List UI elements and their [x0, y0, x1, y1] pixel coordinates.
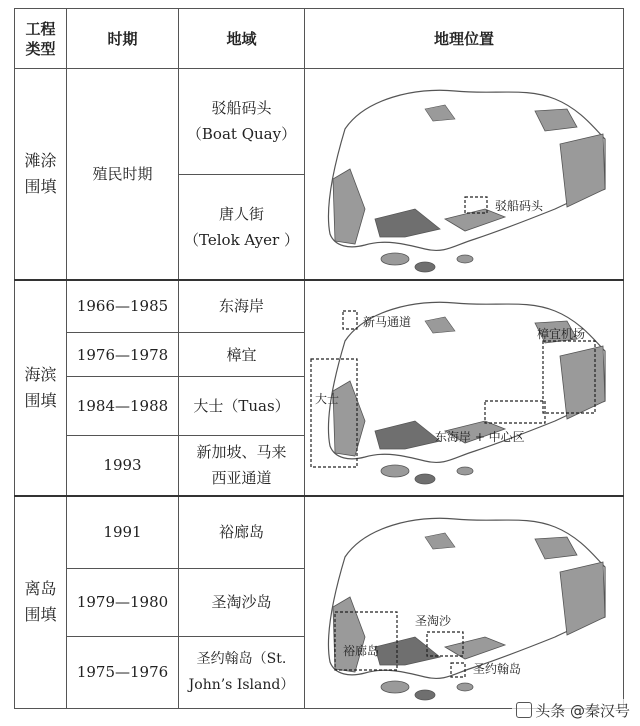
- reclamation-table: [14, 8, 624, 709]
- table-row: [15, 280, 624, 332]
- map2-islet: [457, 467, 473, 475]
- watermark: [512, 699, 634, 722]
- table-row: [15, 69, 624, 175]
- region-cell-east-coast: 东海岸: [179, 280, 305, 332]
- region-cell-jurong: 裕廊岛: [179, 496, 305, 568]
- map2-islet: [381, 465, 409, 477]
- map3-islet: [457, 683, 473, 691]
- region-cell-st-johns: 圣约翰岛（St. John’s Island）: [179, 636, 305, 708]
- map1-east-reclaimed: [560, 134, 605, 207]
- map-label-changi: 樟宜机场: [537, 327, 586, 341]
- camera-icon: [516, 702, 532, 718]
- map-label-tuas: 大士: [315, 392, 340, 406]
- map-label-st-johns: 圣约翰岛: [473, 662, 522, 677]
- period-cell: 1993: [67, 435, 179, 496]
- watermark-text: 头条 @秦汉号: [535, 702, 630, 720]
- causeway-marker: [343, 311, 357, 329]
- header-row: [15, 9, 624, 69]
- map1-islet: [457, 255, 473, 263]
- type-cell-island: 离岛 围填: [15, 496, 67, 708]
- map-cell-island: [305, 496, 624, 708]
- map-label-east-coast: 东海岸 + 中心区: [435, 430, 525, 444]
- period-cell-colonial: 殖民时期: [67, 69, 179, 281]
- map3-islet: [381, 681, 409, 693]
- map-label-causeway: 新马通道: [363, 315, 412, 329]
- map-label-sentosa: 圣淘沙: [415, 614, 452, 629]
- region-cell-telok-ayer: 唐人街 （Telok Ayer ）: [179, 174, 305, 280]
- map1-islet: [415, 262, 435, 272]
- header-period: 时期: [67, 9, 179, 69]
- singapore-map-island: [305, 497, 623, 707]
- type-cell-coastal: 海滨 围填: [15, 280, 67, 496]
- region-cell-tuas: 大士（Tuas）: [179, 377, 305, 436]
- header-location: 地理位置: [305, 9, 624, 69]
- singapore-map-coastal: [305, 281, 623, 495]
- table-row: [15, 496, 624, 568]
- map-label-jurong: 裕廊岛: [343, 644, 380, 659]
- region-cell-changi: 樟宜: [179, 332, 305, 376]
- period-cell: 1991: [67, 496, 179, 568]
- map1-islet: [381, 253, 409, 265]
- period-cell: 1975—1976: [67, 636, 179, 708]
- region-cell-causeway: 新加坡、马来 西亚通道: [179, 435, 305, 496]
- map2-east-reclaimed: [560, 346, 605, 419]
- map2-islet: [415, 474, 435, 484]
- header-region: 地域: [179, 9, 305, 69]
- region-cell-boat-quay: 驳船码头 （Boat Quay）: [179, 69, 305, 175]
- region-cell-sentosa: 圣淘沙岛: [179, 568, 305, 636]
- period-cell: 1966—1985: [67, 280, 179, 332]
- period-cell: 1976—1978: [67, 332, 179, 376]
- map-cell-tidal: [305, 69, 624, 281]
- map3-east-reclaimed: [560, 562, 605, 635]
- map-cell-coastal: [305, 280, 624, 496]
- period-cell: 1979—1980: [67, 568, 179, 636]
- header-type: 工程 类型: [15, 9, 67, 69]
- map-label-boat-quay: 驳船码头: [495, 199, 544, 213]
- singapore-map-tidal: [305, 69, 623, 279]
- map3-islet: [415, 690, 435, 700]
- type-cell-tidal: 滩涂 围填: [15, 69, 67, 281]
- period-cell: 1984—1988: [67, 377, 179, 436]
